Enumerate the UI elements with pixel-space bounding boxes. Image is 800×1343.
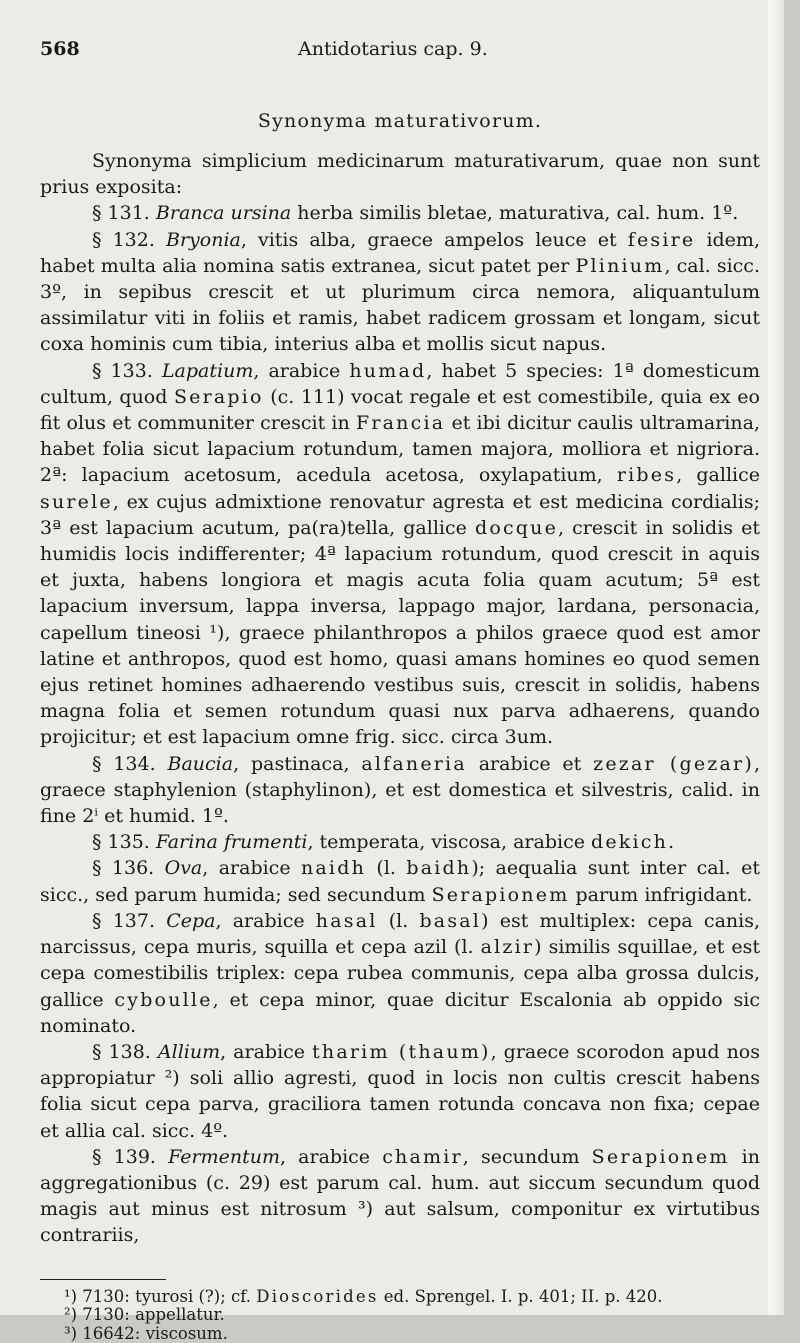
spaced-term: Serapionem xyxy=(431,883,570,906)
entry-number: § 138. xyxy=(92,1040,151,1063)
spaced-term: fesire xyxy=(627,228,696,251)
entry-text: (l. xyxy=(377,909,420,932)
page-header xyxy=(40,38,760,66)
spaced-term: Serapionem xyxy=(591,1145,730,1168)
spaced-term: humad xyxy=(349,359,427,382)
entry-heading: Cepa xyxy=(166,909,216,932)
entry-133 xyxy=(40,358,760,751)
entry-heading: Bryonia xyxy=(165,228,241,251)
spaced-term: Dioscorides xyxy=(256,1286,379,1306)
entry-number: § 132. xyxy=(92,228,155,251)
entry-heading: Lapatium xyxy=(161,359,254,382)
spaced-term: tharim (thaum) xyxy=(312,1040,491,1063)
entry-text: , graece staphylenion (staphylinon), et est domestica et silvestris, calid. in fine 2ⁱ et humid. 1º. xyxy=(40,752,760,828)
entry-text: , arabice xyxy=(215,909,316,932)
spaced-term: dekich xyxy=(591,831,669,854)
entry-137 xyxy=(40,908,760,1039)
entry-text: , cal. sicc. 3º, in sepibus crescit et ut plurimum circa nemora, aliquantulum assimilatur viti in foliis et ramis, habet radicem grossam et longam, sicut coxa hominis cum tibia, interius alba et mollis sicut napus. xyxy=(40,254,760,356)
page-number: 568 xyxy=(40,38,80,60)
spaced-term: baidh xyxy=(406,857,472,880)
entry-text: , et cepa minor, quae dicitur Escalonia ab oppido sic nominato. xyxy=(40,988,761,1037)
section-title: Synonyma maturativorum. xyxy=(257,110,543,132)
entry-text: , arabice xyxy=(279,1145,383,1168)
entry-text: , pastinaca, xyxy=(233,752,362,775)
entry-136 xyxy=(40,855,760,907)
entry-heading: Farina frumenti xyxy=(155,831,308,854)
entry-text: idem, habet multa alia nomina satis extranea, sicut patet per xyxy=(40,228,760,277)
entry-text: , ex cujus admixtione renovatur agresta et est medicina cordialis; 3ª est lapacium acutum, pa(ra)tella, gallice xyxy=(40,490,760,539)
spaced-term: surele xyxy=(40,490,113,513)
entry-text: ) similis squillae, et est cepa comestibilis triplex: cepa rubea communis, cepa alba grossa dulcis, gallice xyxy=(40,936,760,1011)
footnote-text: ed. Sprengel. I. p. 401; II. p. 420. xyxy=(378,1286,663,1306)
footnote-3: ³) 16642: viscosum. xyxy=(64,1323,228,1343)
entry-heading: Ova xyxy=(164,857,203,880)
entry-number: § 136. xyxy=(92,857,155,880)
entry-text: ); aequalia sunt inter cal. et sicc., sed parum humida; sed secundum xyxy=(40,857,760,906)
spaced-term: chamir xyxy=(382,1145,463,1168)
entry-text: ) est multiplex: cepa canis, narcissus, cepa muris, squilla et cepa azil (l. xyxy=(40,909,760,959)
spaced-term: cyboulle xyxy=(114,988,213,1011)
intro-paragraph: Synonyma simplicium medicinarum maturativarum, quae non sunt prius exposita: xyxy=(40,150,760,199)
spaced-term: alfaneria xyxy=(361,752,467,775)
entry-132 xyxy=(40,227,760,358)
entry-text: , arabice xyxy=(202,857,301,880)
entry-text: , vitis alba, graece ampelos leuce et xyxy=(240,228,628,251)
entry-text: , temperata, viscosa, arabice xyxy=(307,831,591,854)
entry-heading: Branca ursina xyxy=(155,202,292,225)
page-edge xyxy=(768,0,784,1315)
entry-text: , gallice xyxy=(676,464,760,487)
entry-number: § 135. xyxy=(92,831,150,854)
footnote-2: ²) 7130: appellatur. xyxy=(64,1305,225,1325)
entry-number: § 137. xyxy=(92,909,155,932)
entry-138 xyxy=(40,1039,760,1144)
entry-heading: Allium xyxy=(157,1040,221,1063)
spaced-term: Plinium xyxy=(575,254,665,277)
entry-text: arabice et xyxy=(466,752,594,775)
entry-heading: Fermentum xyxy=(168,1145,280,1168)
entry-number: § 133. xyxy=(92,359,153,382)
entry-text: . xyxy=(668,831,675,854)
entry-text: , arabice xyxy=(253,359,350,382)
spaced-term: hasal xyxy=(315,909,378,932)
footnote-text: ¹) 7130: tyurosi (?); cf. xyxy=(64,1286,257,1306)
footnote-rule xyxy=(40,1279,663,1343)
spaced-term: basal xyxy=(419,909,482,932)
entry-heading: Baucia xyxy=(167,752,234,775)
entry-text: , arabice xyxy=(220,1040,313,1063)
entry-135 xyxy=(40,829,760,855)
entry-text: (c. 111) vocat regale et est comestibile, quia ex eo fit olus et communiter crescit in xyxy=(40,385,760,435)
entry-text: , graece scorodon apud nos appropiatur ²) soli allio agresti, quod in locis non cultis crescit habens folia sicut cepa parva, graciliora tamen rotunda concava non fixa; cepae et allia cal. sicc. 4º. xyxy=(40,1040,760,1142)
spaced-term: ribes xyxy=(616,464,677,487)
footnote-1 xyxy=(40,1288,764,1307)
spaced-term: alzir xyxy=(480,936,535,959)
entry-text: et ibi dicitur caulis ultramarina, habet folia sicut lapacium rotundum, tamen majora, molliora et nigriora. 2ª: lapacium acetosum, acedula acetosa, oxylapatium, xyxy=(40,412,760,487)
entry-text: parum infrigidant. xyxy=(569,883,753,906)
entry-text: in aggregationibus (c. 29) est parum cal. hum. aut siccum secundum quod magis aut minus est nitrosum ³) aut salsum, componitur ex virtutibus contrariis, xyxy=(40,1145,760,1247)
entry-text: , habet 5 species: 1ª domesticum cultum, quod xyxy=(40,359,760,408)
spaced-term: naidh xyxy=(300,857,367,880)
spaced-term: docque xyxy=(474,516,559,539)
spaced-term: Francia xyxy=(355,412,446,435)
entry-131 xyxy=(40,200,760,226)
entry-text: , crescit in solidis et humidis locis indifferenter; 4ª lapacium rotundum, quod crescit in aquis et juxta, habens longiora et magis acuta folia quam acutum; 5ª est lapacium inversum, lappa inversa, lappago major, lardana, personacia, capellum tineosi ¹), graece philanthropos a philos graece quod est amor latine et anthropos, quod est homo, quasi amans homines eo quod semen ejus retinet homines adhaerendo vestibus suis, crescit in solidis, habens magna folia et semen rotundum quasi nux parva adhaerens, quando projicitur; et est lapacium omne frig. sicc. circa 3um. xyxy=(40,516,760,749)
entry-134 xyxy=(40,751,760,830)
running-head: Antidotarius cap. 9. xyxy=(298,38,488,60)
spaced-term: zezar (gezar) xyxy=(593,752,754,775)
entry-text: , secundum xyxy=(462,1145,592,1168)
entry-number: § 134. xyxy=(92,752,156,775)
entry-number: § 139. xyxy=(92,1145,156,1168)
entry-number: § 131. xyxy=(92,202,150,225)
entry-text: (l. xyxy=(366,857,407,880)
entry-139 xyxy=(40,1144,760,1249)
spaced-term: Serapio xyxy=(173,385,264,408)
entry-text: herba similis bletae, maturativa, cal. hum. 1º. xyxy=(291,202,739,225)
